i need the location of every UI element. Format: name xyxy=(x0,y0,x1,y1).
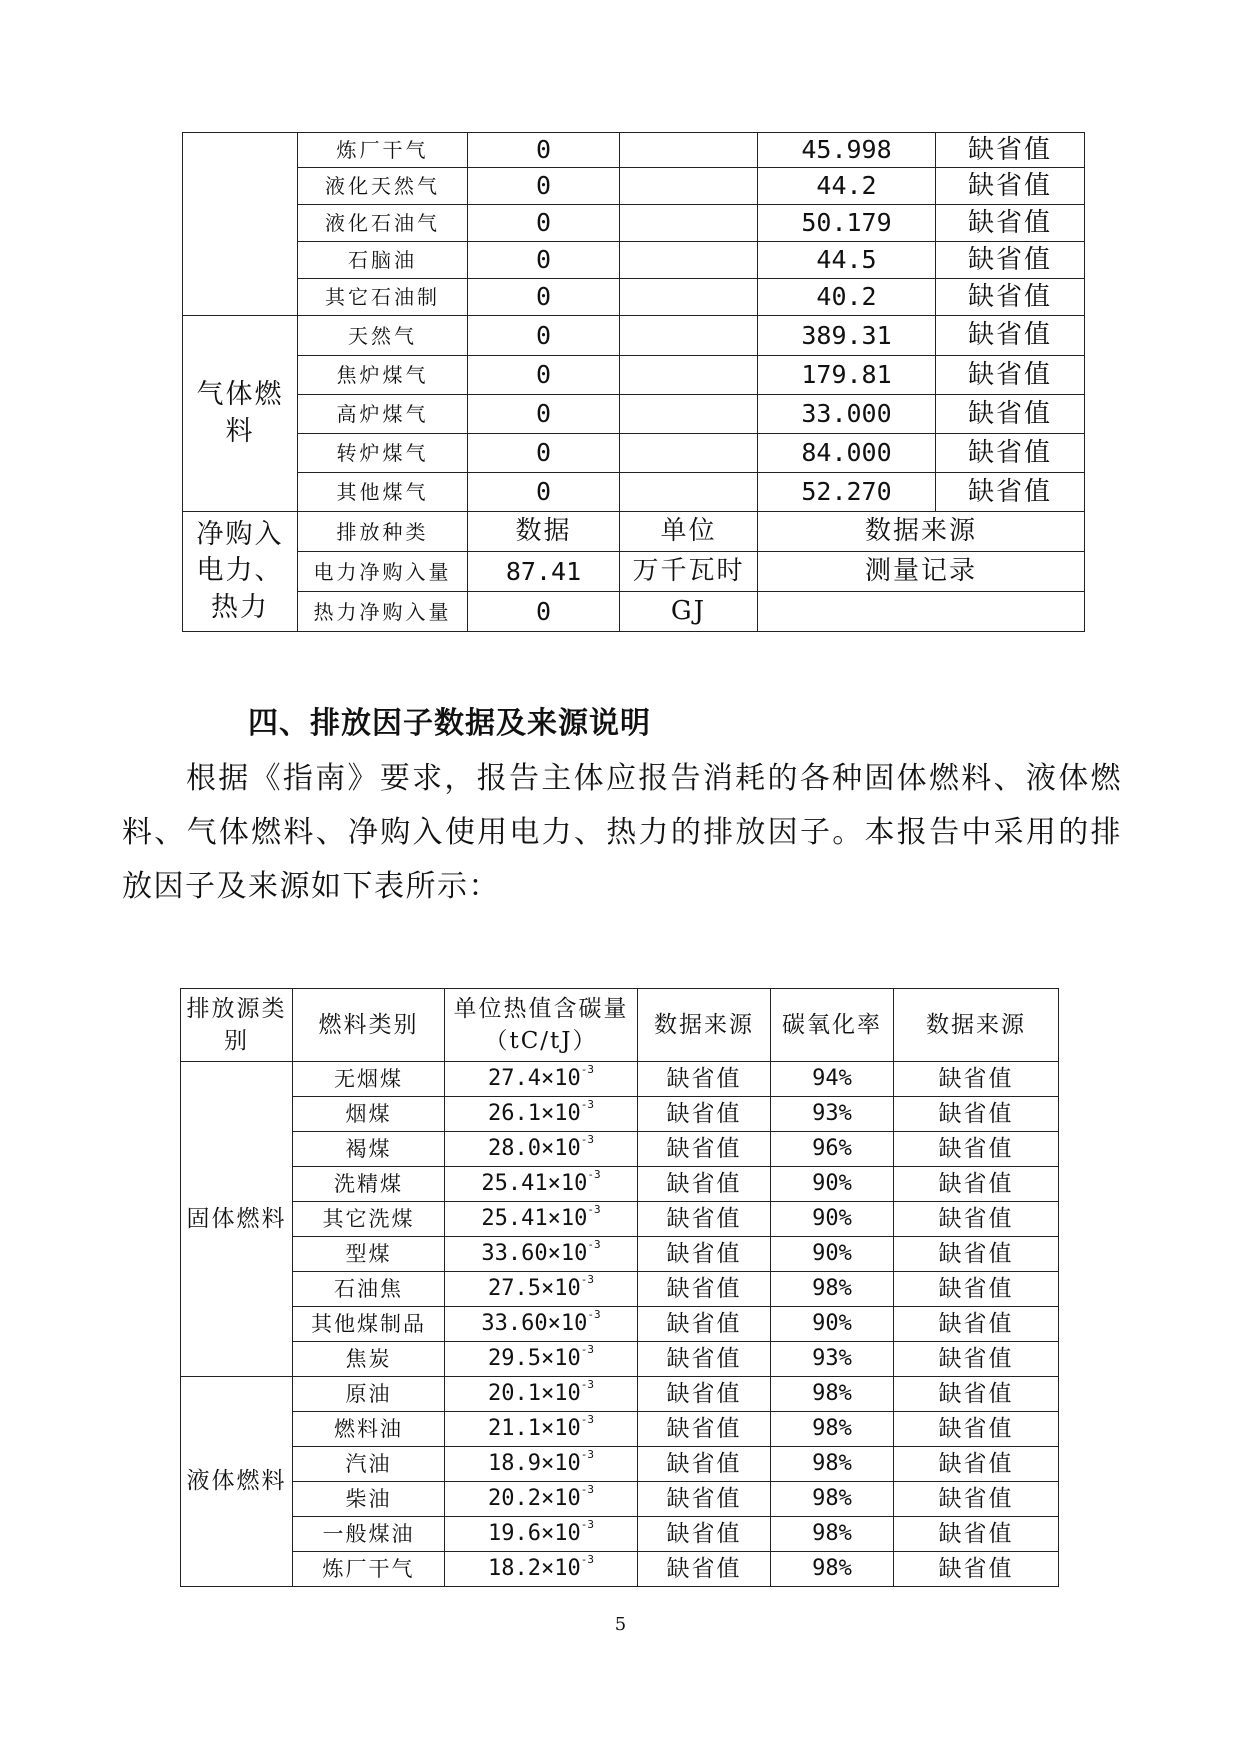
table-row xyxy=(183,473,1085,512)
header-emission-type: 排放种类 xyxy=(298,512,468,552)
oxidation-rate: 90% xyxy=(771,1307,894,1342)
unit-cell xyxy=(620,316,758,356)
liquid-fuel-group xyxy=(181,1377,1059,1587)
carbon-exponent: -3 xyxy=(580,1063,594,1077)
page-number: 5 xyxy=(614,1614,627,1635)
calorific-value: 52.270 xyxy=(758,473,936,512)
unit-cell xyxy=(620,434,758,473)
carbon-content xyxy=(445,1412,638,1447)
calorific-value: 40.2 xyxy=(758,279,936,316)
data-source: 缺省值 xyxy=(894,1132,1059,1167)
unit-cell xyxy=(620,473,758,512)
carbon-exponent: -3 xyxy=(580,1483,594,1497)
carbon-content xyxy=(445,1062,638,1097)
purchase-data: 0 xyxy=(468,592,620,632)
fuel-name: 液化天然气 xyxy=(298,168,468,205)
carbon-mantissa: 29.5×10 xyxy=(488,1346,581,1372)
oxidation-rate: 94% xyxy=(771,1062,894,1097)
oxidation-rate: 93% xyxy=(771,1342,894,1377)
carbon-mantissa: 18.9×10 xyxy=(488,1451,581,1477)
consumption-value: 0 xyxy=(468,356,620,395)
carbon-mantissa: 28.0×10 xyxy=(488,1136,581,1162)
table-row xyxy=(183,395,1085,434)
table-header-row xyxy=(181,989,1059,1062)
data-source: 缺省值 xyxy=(894,1202,1059,1237)
carbon-mantissa: 33.60×10 xyxy=(481,1311,588,1337)
purchase-item-name: 电力净购入量 xyxy=(298,552,468,592)
unit-cell xyxy=(620,205,758,242)
table-row xyxy=(183,133,1085,168)
carbon-content xyxy=(445,1552,638,1587)
emission-factor-table xyxy=(180,988,1059,1587)
data-source: 缺省值 xyxy=(936,356,1085,395)
carbon-content xyxy=(445,1202,638,1237)
table-row xyxy=(183,592,1085,632)
consumption-value: 0 xyxy=(468,434,620,473)
fuel-name: 焦炭 xyxy=(293,1342,445,1377)
data-source: 缺省值 xyxy=(638,1097,771,1132)
data-source: 缺省值 xyxy=(638,1202,771,1237)
data-source: 缺省值 xyxy=(638,1272,771,1307)
data-source: 缺省值 xyxy=(894,1517,1059,1552)
calorific-value: 50.179 xyxy=(758,205,936,242)
carbon-exponent: -3 xyxy=(587,1168,601,1182)
fuel-name: 褐煤 xyxy=(293,1132,445,1167)
carbon-content xyxy=(445,1237,638,1272)
category-cell: 液体燃料 xyxy=(181,1377,293,1587)
oxidation-rate: 98% xyxy=(771,1412,894,1447)
table-row xyxy=(183,168,1085,205)
fuel-name: 转炉煤气 xyxy=(298,434,468,473)
consumption-value: 0 xyxy=(468,168,620,205)
data-source: 缺省值 xyxy=(936,473,1085,512)
header-unit: 单位 xyxy=(620,512,758,552)
data-source: 缺省值 xyxy=(894,1377,1059,1412)
carbon-exponent: -3 xyxy=(580,1343,594,1357)
carbon-exponent: -3 xyxy=(587,1238,601,1252)
fuel-name: 洗精煤 xyxy=(293,1167,445,1202)
carbon-exponent: -3 xyxy=(580,1553,594,1567)
carbon-content xyxy=(445,1482,638,1517)
header-oxidation-rate: 碳氧化率 xyxy=(771,989,894,1062)
purchase-unit: 万千瓦时 xyxy=(620,552,758,592)
table-row xyxy=(183,279,1085,316)
consumption-value: 0 xyxy=(468,473,620,512)
data-source: 缺省值 xyxy=(894,1237,1059,1272)
purchase-item-name: 热力净购入量 xyxy=(298,592,468,632)
carbon-mantissa: 33.60×10 xyxy=(481,1241,588,1267)
carbon-content xyxy=(445,1342,638,1377)
fuel-name: 燃料油 xyxy=(293,1412,445,1447)
calorific-value: 44.5 xyxy=(758,242,936,279)
carbon-mantissa: 25.41×10 xyxy=(481,1206,588,1232)
fuel-name: 一般煤油 xyxy=(293,1517,445,1552)
data-source: 缺省值 xyxy=(894,1097,1059,1132)
data-source: 缺省值 xyxy=(638,1482,771,1517)
carbon-exponent: -3 xyxy=(580,1273,594,1287)
table-row xyxy=(181,1167,1059,1202)
table-row xyxy=(181,1552,1059,1587)
table-row xyxy=(181,1447,1059,1482)
intro-paragraph: 根据《指南》要求，报告主体应报告消耗的各种固体燃料、液体燃料、气体燃料、净购入使用电力、热力的排放因子。本报告中采用的排放因子及来源如下表所示： xyxy=(122,761,1122,904)
data-source: 缺省值 xyxy=(638,1062,771,1097)
fuel-name: 其他煤气 xyxy=(298,473,468,512)
calorific-value: 33.000 xyxy=(758,395,936,434)
data-source: 缺省值 xyxy=(638,1517,771,1552)
fuel-consumption-table xyxy=(182,132,1085,632)
fuel-name: 汽油 xyxy=(293,1447,445,1482)
table-row xyxy=(181,1132,1059,1167)
category-cell: 固体燃料 xyxy=(181,1062,293,1377)
fuel-name: 原油 xyxy=(293,1377,445,1412)
purchase-source: 测量记录 xyxy=(758,552,1085,592)
data-source: 缺省值 xyxy=(894,1412,1059,1447)
consumption-value: 0 xyxy=(468,279,620,316)
carbon-exponent: -3 xyxy=(580,1448,594,1462)
data-source: 缺省值 xyxy=(936,133,1085,168)
data-source: 缺省值 xyxy=(894,1272,1059,1307)
oxidation-rate: 90% xyxy=(771,1202,894,1237)
calorific-value: 179.81 xyxy=(758,356,936,395)
data-source: 缺省值 xyxy=(894,1062,1059,1097)
carbon-content xyxy=(445,1377,638,1412)
table-row xyxy=(181,1097,1059,1132)
calorific-value: 389.31 xyxy=(758,316,936,356)
table-row xyxy=(181,1272,1059,1307)
table-row xyxy=(183,242,1085,279)
oxidation-rate: 90% xyxy=(771,1167,894,1202)
table-row xyxy=(183,512,1085,552)
table-row xyxy=(181,1482,1059,1517)
calorific-value: 44.2 xyxy=(758,168,936,205)
oxidation-rate: 96% xyxy=(771,1132,894,1167)
calorific-value: 84.000 xyxy=(758,434,936,473)
consumption-value: 0 xyxy=(468,205,620,242)
data-source: 缺省值 xyxy=(894,1552,1059,1587)
unit-cell xyxy=(620,356,758,395)
consumption-value: 0 xyxy=(468,242,620,279)
fuel-name: 其他煤制品 xyxy=(293,1307,445,1342)
carbon-content xyxy=(445,1097,638,1132)
oxidation-rate: 93% xyxy=(771,1097,894,1132)
purchase-data: 87.41 xyxy=(468,552,620,592)
carbon-exponent: -3 xyxy=(587,1203,601,1217)
carbon-mantissa: 21.1×10 xyxy=(488,1416,581,1442)
fuel-name: 其它洗煤 xyxy=(293,1202,445,1237)
carbon-exponent: -3 xyxy=(587,1308,601,1322)
category-cell-purchase: 净购入电力、热力 xyxy=(183,512,298,632)
carbon-content xyxy=(445,1272,638,1307)
carbon-exponent: -3 xyxy=(580,1098,594,1112)
header-data-source: 数据来源 xyxy=(894,989,1059,1062)
data-source: 缺省值 xyxy=(638,1237,771,1272)
data-source: 缺省值 xyxy=(936,279,1085,316)
carbon-mantissa: 25.41×10 xyxy=(481,1171,588,1197)
consumption-value: 0 xyxy=(468,316,620,356)
carbon-content xyxy=(445,1132,638,1167)
oxidation-rate: 98% xyxy=(771,1482,894,1517)
data-source: 缺省值 xyxy=(638,1447,771,1482)
carbon-exponent: -3 xyxy=(580,1133,594,1147)
consumption-value: 0 xyxy=(468,395,620,434)
data-source: 缺省值 xyxy=(894,1482,1059,1517)
data-source: 缺省值 xyxy=(638,1412,771,1447)
data-source: 缺省值 xyxy=(894,1167,1059,1202)
fuel-name: 炼厂干气 xyxy=(293,1552,445,1587)
data-source: 缺省值 xyxy=(894,1307,1059,1342)
carbon-content xyxy=(445,1167,638,1202)
table-row xyxy=(183,552,1085,592)
fuel-name: 石脑油 xyxy=(298,242,468,279)
table-row xyxy=(181,1517,1059,1552)
fuel-name: 天然气 xyxy=(298,316,468,356)
header-data-source: 数据来源 xyxy=(638,989,771,1062)
unit-cell xyxy=(620,242,758,279)
category-cell-liquid-continued xyxy=(183,133,298,316)
table-row xyxy=(181,1307,1059,1342)
data-source: 缺省值 xyxy=(936,395,1085,434)
fuel-name: 无烟煤 xyxy=(293,1062,445,1097)
data-source: 缺省值 xyxy=(638,1342,771,1377)
oxidation-rate: 98% xyxy=(771,1552,894,1587)
unit-cell xyxy=(620,133,758,168)
calorific-value: 45.998 xyxy=(758,133,936,168)
data-source: 缺省值 xyxy=(894,1447,1059,1482)
data-source: 缺省值 xyxy=(638,1552,771,1587)
purchase-unit: GJ xyxy=(620,592,758,632)
fuel-name: 焦炉煤气 xyxy=(298,356,468,395)
header-data-source: 数据来源 xyxy=(758,512,1085,552)
oxidation-rate: 98% xyxy=(771,1272,894,1307)
fuel-name: 型煤 xyxy=(293,1237,445,1272)
header-data: 数据 xyxy=(468,512,620,552)
carbon-mantissa: 20.2×10 xyxy=(488,1486,581,1512)
data-source: 缺省值 xyxy=(936,316,1085,356)
header-carbon-content: 单位热值含碳量（tC/tJ） xyxy=(445,989,638,1062)
data-source: 缺省值 xyxy=(638,1132,771,1167)
oxidation-rate: 98% xyxy=(771,1377,894,1412)
category-cell-gas: 气体燃料 xyxy=(183,316,298,512)
table-row xyxy=(183,205,1085,242)
data-source: 缺省值 xyxy=(638,1167,771,1202)
table-row xyxy=(181,1062,1059,1097)
header-category: 排放源类别 xyxy=(181,989,293,1062)
carbon-exponent: -3 xyxy=(580,1413,594,1427)
carbon-mantissa: 18.2×10 xyxy=(488,1556,581,1582)
data-source: 缺省值 xyxy=(894,1342,1059,1377)
header-fuel-type: 燃料类别 xyxy=(293,989,445,1062)
solid-fuel-group xyxy=(181,1062,1059,1377)
data-source: 缺省值 xyxy=(936,205,1085,242)
section-heading: 四、排放因子数据及来源说明 xyxy=(248,706,651,741)
table-row xyxy=(183,356,1085,395)
unit-cell xyxy=(620,168,758,205)
fuel-name: 柴油 xyxy=(293,1482,445,1517)
table-row xyxy=(181,1202,1059,1237)
carbon-mantissa: 20.1×10 xyxy=(488,1381,581,1407)
carbon-exponent: -3 xyxy=(580,1378,594,1392)
oxidation-rate: 90% xyxy=(771,1237,894,1272)
table-row xyxy=(183,316,1085,356)
oxidation-rate: 98% xyxy=(771,1447,894,1482)
fuel-name: 烟煤 xyxy=(293,1097,445,1132)
table-row xyxy=(183,434,1085,473)
fuel-name: 炼厂干气 xyxy=(298,133,468,168)
carbon-mantissa: 27.5×10 xyxy=(488,1276,581,1302)
carbon-mantissa: 26.1×10 xyxy=(488,1101,581,1127)
data-source: 缺省值 xyxy=(638,1307,771,1342)
carbon-content xyxy=(445,1517,638,1552)
data-source: 缺省值 xyxy=(936,434,1085,473)
consumption-value: 0 xyxy=(468,133,620,168)
table-row xyxy=(181,1342,1059,1377)
carbon-mantissa: 19.6×10 xyxy=(488,1521,581,1547)
table-row xyxy=(181,1237,1059,1272)
table-row xyxy=(181,1377,1059,1412)
carbon-mantissa: 27.4×10 xyxy=(488,1066,581,1092)
carbon-content xyxy=(445,1447,638,1482)
data-source: 缺省值 xyxy=(638,1377,771,1412)
fuel-name: 液化石油气 xyxy=(298,205,468,242)
fuel-name: 石油焦 xyxy=(293,1272,445,1307)
data-source: 缺省值 xyxy=(936,168,1085,205)
table-row xyxy=(181,1412,1059,1447)
data-source: 缺省值 xyxy=(936,242,1085,279)
fuel-name: 高炉煤气 xyxy=(298,395,468,434)
unit-cell xyxy=(620,279,758,316)
carbon-content xyxy=(445,1307,638,1342)
purchase-source xyxy=(758,592,1085,632)
unit-cell xyxy=(620,395,758,434)
oxidation-rate: 98% xyxy=(771,1517,894,1552)
carbon-exponent: -3 xyxy=(580,1518,594,1532)
fuel-name: 其它石油制 xyxy=(298,279,468,316)
